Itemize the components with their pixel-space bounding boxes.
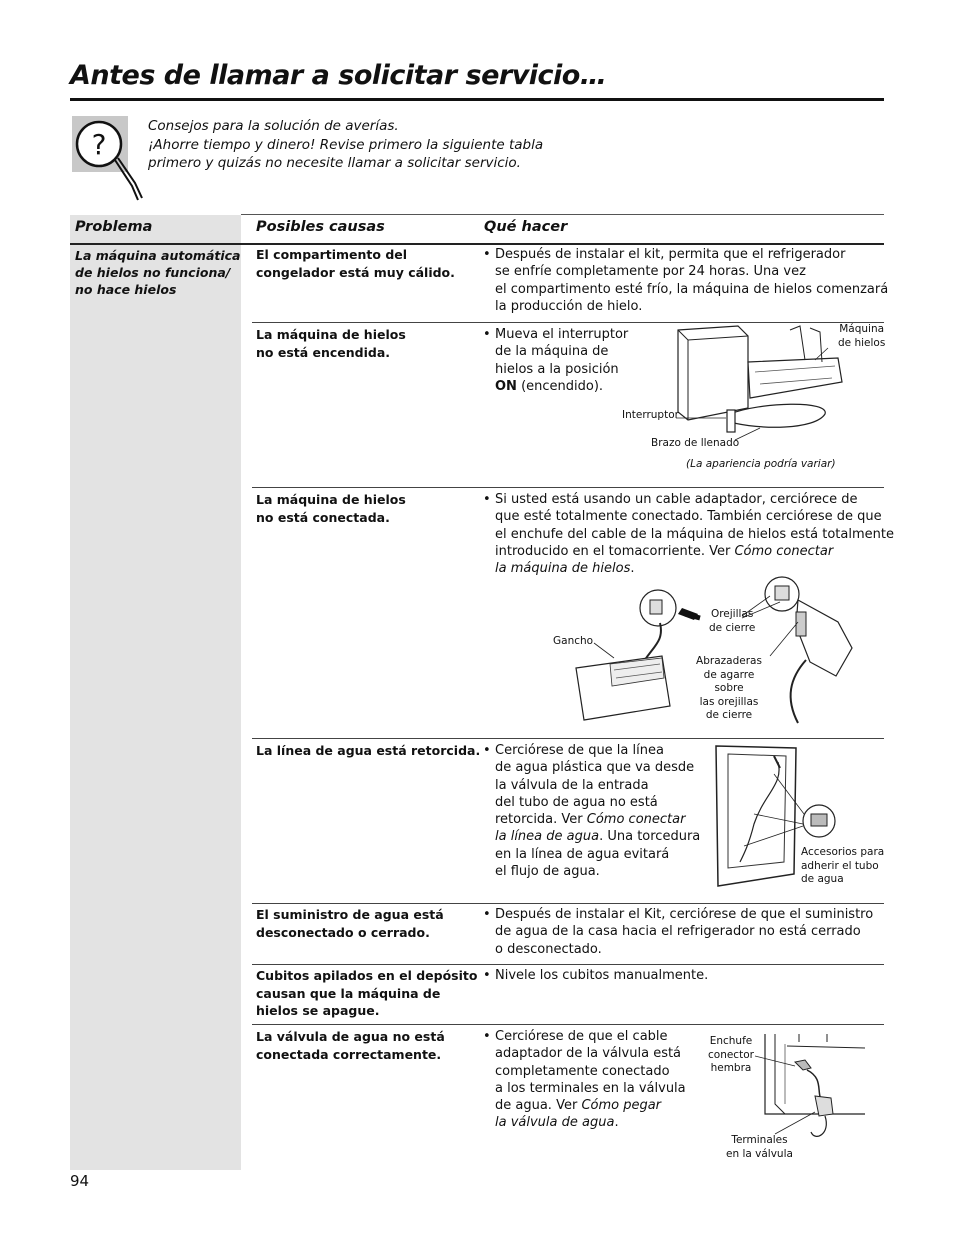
row-divider <box>252 903 884 904</box>
cause-freezer-warm: El compartimento del congelador está muy cálido. <box>256 247 455 280</box>
action-cubes-piled: • Nivele los cubitos manualmente. <box>483 968 709 983</box>
action-not-on: • Mueva el interruptor de la máquina de hielos a la posición ON (encendido). <box>483 327 629 394</box>
row-divider <box>252 487 884 488</box>
title-rule <box>70 98 884 101</box>
row-divider <box>252 964 884 965</box>
intro-line: primero y quizás no necesite llamar a solicitar servicio. <box>148 155 521 171</box>
problem-column <box>70 215 241 1170</box>
label-fill-arm: Brazo de llenado <box>651 437 740 449</box>
header-problem: Problema <box>75 219 153 235</box>
label-hook: Gancho <box>553 635 594 647</box>
label-clamps: Abrazaderas de agarre sobre las orejillas de cierre <box>696 655 762 721</box>
header-causes: Posibles causas <box>256 219 385 235</box>
appearance-note: (La apariencia podría variar) <box>686 458 836 470</box>
label-switch: Interruptor <box>622 409 679 421</box>
action-line-kinked: • Cerciórese de que la línea de agua plástica que va desde la válvula de la entrada del tubo de agua no está retorcida. Ver Cómo conectar la línea de agua. Una torcedura en la línea de agua evitará el flujo de agua. <box>483 743 701 880</box>
header-rule-bottom <box>241 243 884 245</box>
label-valve-terminals: Terminales en la válvula <box>726 1134 793 1160</box>
problem-text: La máquina automática de hielos no funciona/ no hace hielos <box>75 248 241 297</box>
header-rule-top <box>241 214 884 215</box>
row-divider <box>252 1024 884 1025</box>
header-action: Qué hacer <box>484 219 568 235</box>
cause-not-plugged: La máquina de hielos no está conectada. <box>256 492 406 525</box>
action-valve: • Cerciórese de que el cable adaptador de la válvula está completamente conectado a los terminales en la válvula de agua. Ver Cómo pegar la válvula de agua. <box>483 1029 686 1131</box>
page-title: Antes de llamar a solicitar servicio… <box>70 60 607 91</box>
row-divider <box>252 738 884 739</box>
cause-line-kinked: La línea de agua está retorcida. <box>256 743 481 758</box>
action-freezer-warm: • Después de instalar el kit, permita que el refrigerador se enfríe completamente por 24 horas. Una vez el compartimento esté frío, la máquina de hielos comenzará la producción de hielo. <box>483 247 889 314</box>
cause-valve: La válvula de agua no está conectada correctamente. <box>256 1029 445 1062</box>
cause-cubes-piled: Cubitos apilados en el depósito causan que la máquina de hielos se apague. <box>256 968 478 1018</box>
cause-water-off: El suministro de agua está desconectado o cerrado. <box>256 907 444 940</box>
action-water-off: • Después de instalar el Kit, cerciórese de que el suministro de agua de la casa hacia el refrigerador no está cerrado o desconectado. <box>483 907 874 957</box>
header-rule-bottom-left <box>70 243 241 245</box>
page-number: 94 <box>70 1172 90 1190</box>
label-locking-tabs: Orejillas de cierre <box>709 608 756 634</box>
label-ice-maker: Máquina de hielos <box>838 323 886 349</box>
question-mark-icon <box>72 116 128 172</box>
label-tube-fittings: Accesorios para adherir el tubo de agua <box>801 846 885 885</box>
intro-text <box>148 117 543 173</box>
action-not-plugged: • Si usted está usando un cable adaptador, cerciórece de que esté totalmente conectado. También cerciórese de que el enchufe del cable de la máquina de hielos está totalmente introducido en el tomacorriente. Ver Cómo conectar la máquina de hielos. <box>483 492 894 577</box>
svg-text:?: ? <box>91 128 107 161</box>
ice-maker-switch-figure <box>610 322 840 452</box>
label-female-plug: Enchufe conector hembra <box>708 1035 754 1074</box>
cause-not-on: La máquina de hielos no está encendida. <box>256 327 406 360</box>
intro-line: ¡Ahorre tiempo y dinero! Revise primero la siguiente tabla <box>148 136 544 153</box>
intro-line: Consejos para la solución de averías. <box>148 118 399 134</box>
